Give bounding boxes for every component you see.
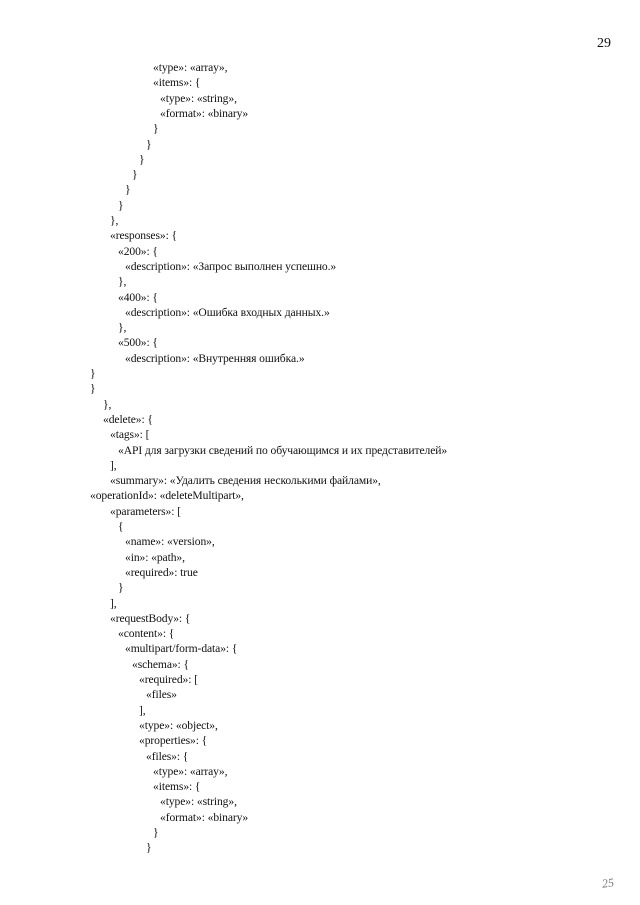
code-line: } — [118, 198, 124, 212]
code-line: } — [125, 183, 131, 197]
code-line: «type»: «string», — [160, 795, 237, 809]
code-line: «summary»: «Удалить сведения несколькими файлами», — [110, 474, 381, 488]
code-line: } — [153, 826, 159, 839]
code-line: ], — [110, 596, 117, 610]
code-line: «items»: { — [153, 780, 201, 794]
code-line: «API для загрузки сведений по обучающимся и их представителей» — [118, 443, 448, 457]
code-line: «name»: «version», — [125, 535, 215, 549]
code-line: «500»: { — [118, 336, 158, 350]
code-line: «type»: «string», — [160, 91, 237, 105]
code-line: «description»: «Ошибка входных данных.» — [125, 305, 330, 319]
code-line: «type»: «array», — [153, 764, 228, 778]
code-line: «properties»: { — [139, 734, 208, 748]
code-line: } — [146, 137, 152, 151]
code-line: «200»: { — [118, 244, 158, 258]
code-line: «in»: «path», — [125, 550, 185, 564]
code-line: }, — [103, 397, 112, 411]
code-line: } — [139, 152, 145, 166]
code-line: «multipart/form-data»: { — [125, 642, 238, 656]
code-line: } — [90, 382, 96, 396]
code-line: }, — [118, 275, 127, 289]
code-line: } — [153, 122, 159, 136]
code-line: «type»: «array», — [153, 61, 228, 74]
code-line: } — [90, 367, 96, 380]
code-line: } — [132, 168, 138, 182]
code-line: «400»: { — [118, 290, 158, 304]
code-line: «items»: { — [153, 76, 201, 90]
code-line: «type»: «object», — [139, 718, 218, 732]
code-line: «description»: «Внутренняя ошибка.» — [125, 351, 305, 365]
code-line: } — [118, 581, 124, 595]
code-line: «delete»: { — [103, 412, 153, 426]
code-line: «requestBody»: { — [110, 611, 191, 625]
code-line: ], — [139, 703, 146, 717]
code-line: «description»: «Запрос выполнен успешно.» — [125, 259, 337, 273]
code-line: «format»: «binary» — [160, 106, 249, 120]
code-line: «schema»: { — [132, 657, 189, 671]
code-line: ], — [110, 458, 117, 472]
code-line: { — [118, 520, 124, 533]
code-line: «format»: «binary» — [160, 810, 249, 824]
code-line: «required»: [ — [139, 673, 198, 686]
code-line: «files» — [146, 688, 177, 702]
code-line: «parameters»: [ — [110, 504, 181, 518]
page-number: 29 — [597, 36, 611, 51]
code-line: «files»: { — [146, 749, 189, 763]
corner-mark: 25 — [601, 875, 615, 891]
code-line: «responses»: { — [110, 229, 177, 243]
code-line: «content»: { — [118, 627, 175, 641]
code-line: }, — [118, 321, 127, 335]
code-line: «required»: true — [125, 565, 198, 579]
code-line: }, — [110, 214, 119, 227]
code-line: } — [146, 841, 152, 855]
code-line: «tags»: [ — [110, 428, 150, 442]
code-line: «operationId»: «deleteMultipart», — [90, 489, 244, 503]
